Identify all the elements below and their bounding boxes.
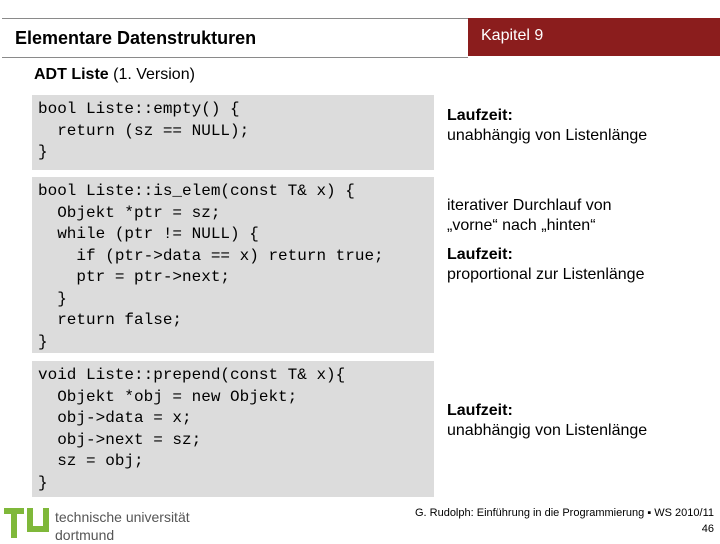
note-is-elem-line2: „vorne“ nach „hinten“ (447, 217, 596, 234)
university-name (55, 508, 190, 544)
note-is-elem-text: proportional zur Listenlänge (447, 266, 645, 283)
code-block-empty (32, 95, 434, 170)
note-is-elem-line1: iterativer Durchlauf von (447, 197, 612, 214)
subtitle-rest: (1. Version) (108, 66, 195, 83)
footer-credit (415, 505, 714, 537)
note-is-elem-label: Laufzeit: (447, 246, 513, 263)
note-empty-label: Laufzeit: (447, 107, 513, 124)
note-prepend-text: unabhängig von Listenlänge (447, 422, 648, 439)
note-empty-text: unabhängig von Listenlänge (447, 127, 648, 144)
university-line2: dortmund (55, 527, 115, 543)
note-prepend-label: Laufzeit: (447, 402, 513, 419)
note-prepend (447, 401, 647, 441)
code-text-empty: bool Liste::empty() { return (sz == NULL); } (38, 100, 250, 161)
code-text-is-elem: bool Liste::is_elem(const T& x) { Objekt *ptr = sz; while (ptr != NULL) { if (ptr->data == x) return true; ptr = ptr->next; } return false; } (38, 182, 384, 351)
header-title-area (2, 18, 468, 58)
slide-header (0, 18, 720, 56)
chapter-bar (468, 18, 720, 56)
university-line1: technische universität (55, 509, 190, 525)
code-block-is-elem (32, 177, 434, 353)
note-empty (447, 106, 647, 146)
code-block-prepend (32, 361, 434, 497)
subtitle-bold: ADT Liste (34, 66, 109, 83)
chapter-label: Kapitel 9 (481, 27, 544, 44)
slide-title: Elementare Datenstrukturen (15, 28, 257, 48)
page-number: 46 (701, 523, 714, 535)
note-is-elem (447, 196, 644, 285)
credit-text: G. Rudolph: Einführung in die Programmierung ▪ WS 2010/11 (414, 507, 714, 519)
slide-subtitle (34, 66, 195, 84)
code-text-prepend: void Liste::prepend(const T& x){ Objekt *obj = new Objekt; obj->data = x; obj->next = sz; sz = obj; } (38, 366, 346, 492)
